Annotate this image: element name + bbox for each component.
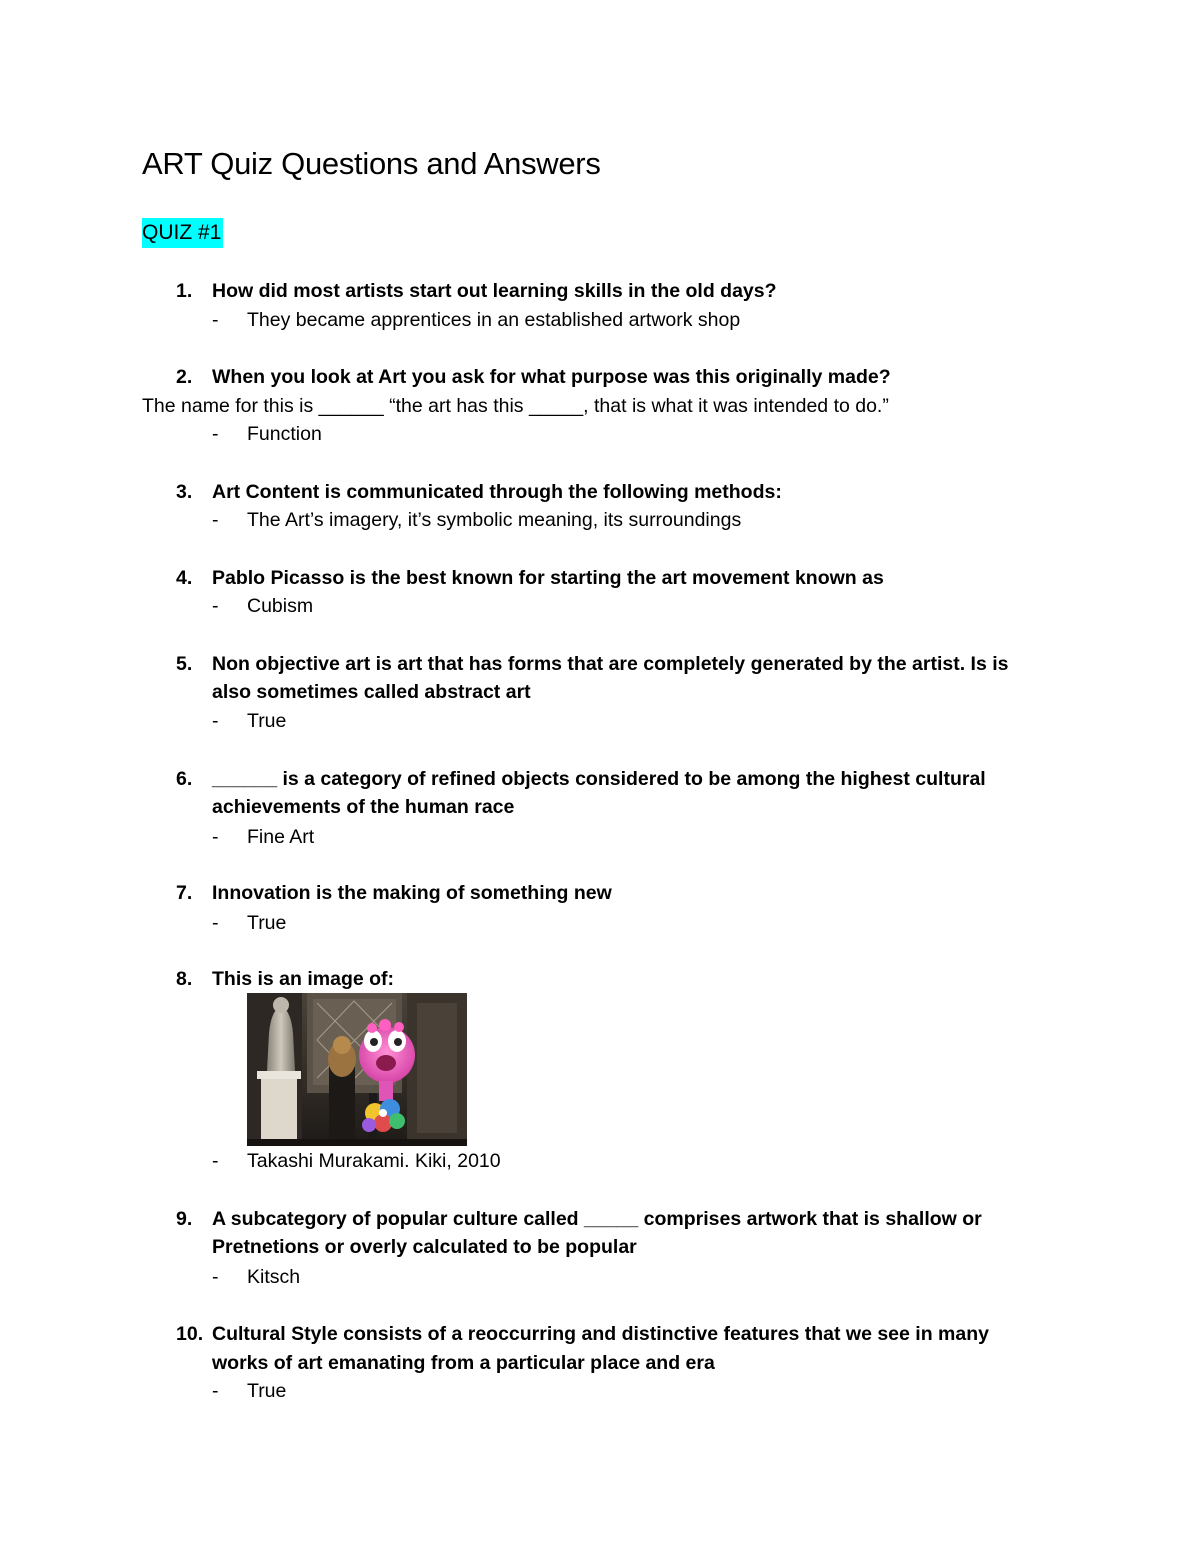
answer-text: True — [247, 710, 287, 732]
question-text: This is an image of: — [212, 968, 395, 990]
question-number: 4. — [176, 567, 193, 589]
question-number: 3. — [176, 481, 193, 503]
question-text: Innovation is the making of something new — [212, 882, 612, 904]
question-number: 9. — [176, 1208, 193, 1230]
answer-text: Fine Art — [247, 826, 315, 848]
answer-text: True — [247, 912, 287, 934]
question-number: 8. — [176, 968, 193, 990]
question-number: 2. — [176, 366, 193, 388]
answer-dash: - — [212, 1266, 219, 1288]
answer-dash: - — [212, 1380, 219, 1402]
answer-dash: - — [212, 912, 219, 934]
question-extra-line: The name for this is ______ “the art has this _____, that is what it was intended to do.” — [142, 395, 889, 417]
question-text: Cultural Style consists of a reoccurring and distinctive features that we see in many — [212, 1323, 989, 1345]
artwork-photo — [247, 993, 467, 1146]
question-number: 6. — [176, 768, 193, 790]
question-text: ______ is a category of refined objects considered to be among the highest cultural — [212, 768, 986, 790]
answer-text: True — [247, 1380, 287, 1402]
question-text: Pretnetions or overly calculated to be popular — [212, 1236, 637, 1258]
question-number: 10. — [176, 1323, 204, 1345]
question-number: 7. — [176, 882, 193, 904]
question-text: achievements of the human race — [212, 796, 515, 818]
answer-dash: - — [212, 509, 219, 531]
question-text: When you look at Art you ask for what purpose was this originally made? — [212, 366, 891, 388]
quiz-label-highlighted: QUIZ #1 — [142, 218, 223, 248]
question-text: A subcategory of popular culture called _____ comprises artwork that is shallow or — [212, 1208, 982, 1230]
question-text: How did most artists start out learning skills in the old days? — [212, 280, 777, 302]
question-number: 5. — [176, 653, 193, 675]
answer-dash: - — [212, 710, 219, 732]
question-text: works of art emanating from a particular place and era — [212, 1352, 715, 1374]
answer-text: Takashi Murakami. Kiki, 2010 — [247, 1150, 501, 1172]
answer-text: Cubism — [247, 595, 314, 617]
question-number: 1. — [176, 280, 193, 302]
document-title: ART Quiz Questions and Answers — [142, 146, 601, 181]
answer-text: Function — [247, 423, 322, 445]
answer-dash: - — [212, 1150, 219, 1172]
question-text: Art Content is communicated through the following methods: — [212, 481, 782, 503]
answer-dash: - — [212, 423, 219, 445]
answer-dash: - — [212, 309, 219, 331]
answer-dash: - — [212, 595, 219, 617]
answer-text: The Art’s imagery, it’s symbolic meaning, its surroundings — [247, 509, 742, 531]
question-text: also sometimes called abstract art — [212, 681, 531, 703]
answer-dash: - — [212, 826, 219, 848]
answer-text: Kitsch — [247, 1266, 301, 1288]
question-text: Pablo Picasso is the best known for starting the art movement known as — [212, 567, 884, 589]
question-text: Non objective art is art that has forms that are completely generated by the artist. Is is — [212, 653, 1009, 675]
answer-text: They became apprentices in an established artwork shop — [247, 309, 741, 331]
